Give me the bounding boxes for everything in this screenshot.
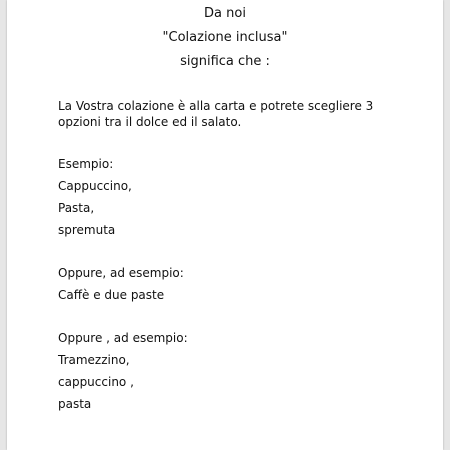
example-3-item: pasta xyxy=(58,397,92,411)
example-3-item: cappuccino , xyxy=(58,375,134,389)
example-1-item: Pasta, xyxy=(58,201,95,215)
example-1-heading: Esempio: xyxy=(58,157,114,171)
example-1-item: spremuta xyxy=(58,223,116,237)
example-2-heading: Oppure, ad esempio: xyxy=(58,266,184,280)
intro-line-2: opzioni tra il dolce ed il salato. xyxy=(58,115,242,129)
example-1-item: Cappuccino, xyxy=(58,179,132,193)
example-3-heading: Oppure , ad esempio: xyxy=(58,331,188,345)
title-line-2: "Colazione inclusa" xyxy=(162,30,288,45)
document-page xyxy=(7,0,443,450)
title-line-3: significa che : xyxy=(180,54,270,69)
example-3-item: Tramezzino, xyxy=(58,353,130,367)
example-2-item: Caffè e due paste xyxy=(58,288,165,302)
intro-line-1: La Vostra colazione è alla carta e potrete scegliere 3 xyxy=(58,99,374,113)
title-line-1: Da noi xyxy=(204,6,246,21)
